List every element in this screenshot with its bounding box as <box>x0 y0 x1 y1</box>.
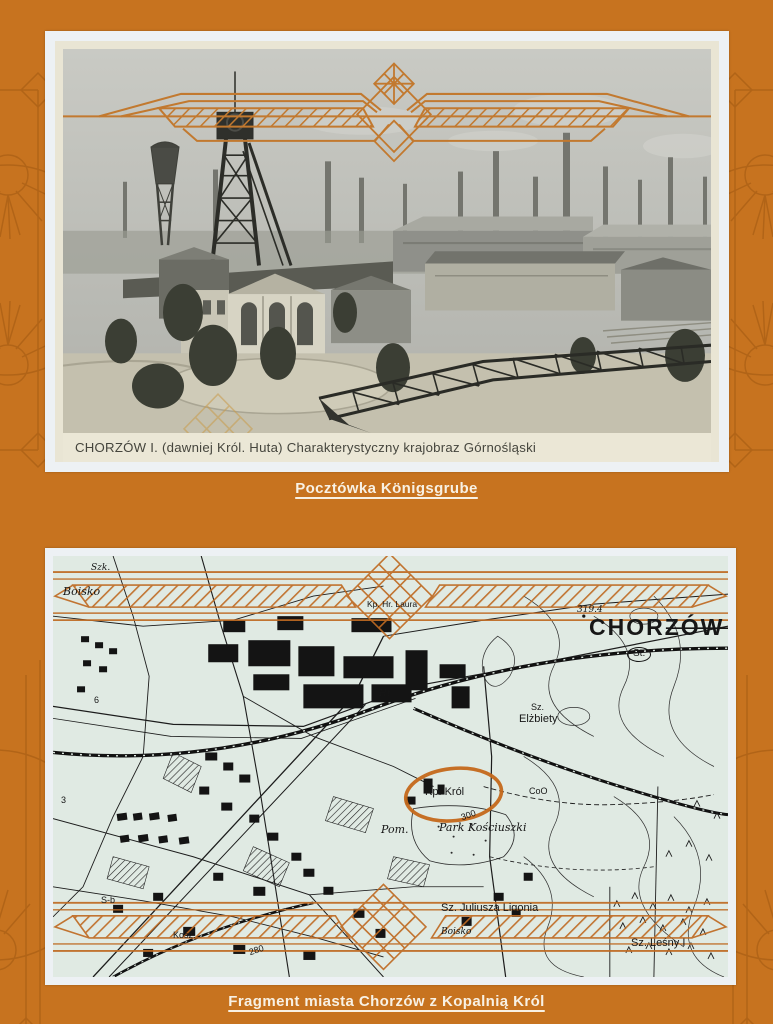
map-label-3: 3 <box>61 795 67 805</box>
map-label-st: St. <box>627 647 651 662</box>
map-label-300: 300 <box>459 807 478 823</box>
postcard-title: Pocztówka Königsgrube <box>295 480 478 497</box>
postcard-caption-text: CHORZÓW I. (dawniej Król. Huta) Charakterystyczny krajobraz Górnośląski <box>75 440 537 455</box>
map-label-280: 280 <box>247 942 266 958</box>
postcard-caption <box>63 433 711 462</box>
map-label-coo: CoO <box>529 786 548 796</box>
background-ornament-bottom-left <box>0 640 50 1024</box>
map-label-sb: S-b <box>101 895 116 905</box>
map-label-boisko-nw: Boisko <box>63 585 101 598</box>
map-label-chorzow: CHORZÓW <box>589 614 725 640</box>
map-title-row <box>0 993 773 1011</box>
postcard-title-row <box>0 480 773 498</box>
map-label-szk: Szk. <box>91 563 111 573</box>
map-image <box>53 556 728 977</box>
map-title: Fragment miasta Chorzów z Kopalnią Król <box>228 993 545 1010</box>
map-label-elevation: 319.4 <box>577 605 603 615</box>
postcard-paper <box>55 41 719 462</box>
map-label-ht: Ht. <box>379 689 394 699</box>
map-label-lesny: Sz. Leśny I <box>631 937 686 949</box>
map-label-sz: Sz. <box>531 702 545 712</box>
map-label-elzbiety: Elżbiety <box>519 713 558 725</box>
map-label-6: 6 <box>94 695 100 705</box>
map-label-boisko-s: Boisko <box>441 927 472 937</box>
postcard-photo <box>63 49 711 433</box>
map-label-kosz: Kosz. <box>173 930 196 940</box>
map-label-kop-laura: Kp. Hr. Laura <box>367 599 418 609</box>
map-label-kp-krol: Kp. Król <box>425 786 465 798</box>
map <box>45 548 736 985</box>
map-label-pom: Pom. <box>381 823 409 836</box>
map-label-ligonia: Sz. Juliusza Ligonia <box>441 902 539 914</box>
map-label-park-kosciuszki: Park Kościuszki <box>439 821 527 834</box>
postcard <box>45 31 729 472</box>
